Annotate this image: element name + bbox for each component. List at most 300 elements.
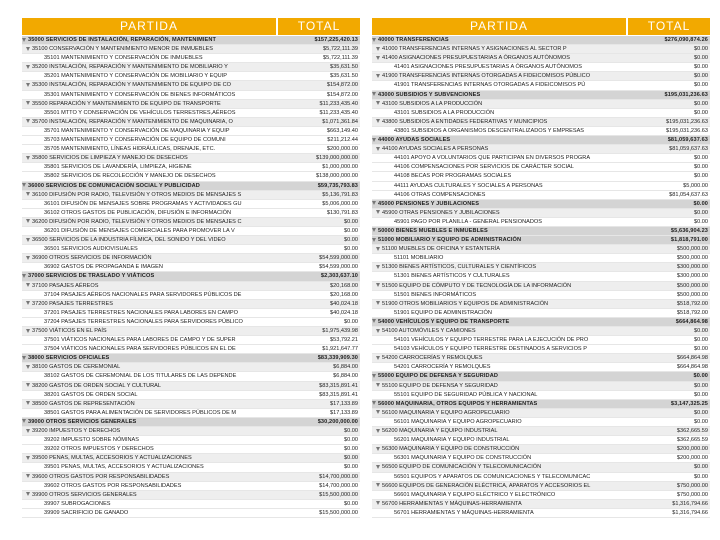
total-value: $0.00	[344, 464, 358, 471]
total-value: $0.00	[344, 227, 358, 234]
left-table-row[interactable]	[22, 363, 360, 372]
left-table-row	[22, 245, 360, 254]
total-value: $200,000.00	[326, 146, 358, 153]
right-table-row[interactable]	[372, 72, 710, 81]
total-value: $35,631.50	[330, 73, 358, 80]
total-value: $0.00	[344, 428, 358, 435]
partida-label	[22, 463, 276, 471]
total-value: $6,884.00	[333, 373, 358, 380]
expand-triangle-icon[interactable]	[376, 210, 380, 214]
left-table-row[interactable]	[22, 454, 360, 463]
expand-triangle-icon[interactable]	[26, 256, 30, 260]
expand-triangle-icon[interactable]	[26, 283, 30, 287]
partida-label	[372, 254, 626, 262]
right-table-row[interactable]	[372, 372, 710, 381]
partida-text: 37104 PASAJES AÉREOS NACIONALES PARA SERVIDORES PÚBLICOS DE	[44, 291, 242, 298]
right-table-row[interactable]	[372, 227, 710, 236]
partida-label	[372, 154, 626, 162]
left-table-row[interactable]	[22, 327, 360, 336]
partida-label	[372, 354, 626, 362]
partida-label	[372, 145, 626, 153]
partida-text: 56500 EQUIPO DE COMUNICACIÓN Y TELECOMUNICACIÓN	[382, 464, 542, 471]
partida-text: 39200 IMPUESTOS Y DERECHOS	[32, 428, 121, 435]
total-value: $500,000.00	[676, 246, 708, 253]
partida-text: 38500 GASTOS DE REPRESENTACIÓN	[32, 400, 135, 407]
total-value: $59,735,793.83	[317, 182, 358, 189]
partida-label	[372, 500, 626, 508]
partida-text: 35300 INSTALACIÓN, REPARACIÓN Y MANTENIMIENTO DE EQUIPO DE CO	[32, 82, 232, 89]
partida-text: 36000 SERVICIOS DE COMUNICACIÓN SOCIAL Y PUBLICIDAD	[28, 182, 200, 189]
expand-triangle-icon[interactable]	[26, 456, 30, 460]
right-table-row	[372, 309, 710, 318]
partida-text: 51101 MOBILIARIO	[394, 255, 444, 262]
left-table-row[interactable]	[22, 182, 360, 191]
partida-text: 50000 BIENES MUEBLES E INMUEBLES	[378, 227, 488, 234]
left-table-row	[22, 209, 360, 218]
partida-text: 41900 TRANSFERENCIAS INTERNAS OTORGADAS A FIDEICOMISOS PÚBLICO	[382, 73, 591, 80]
partida-label	[372, 109, 626, 117]
total-value: $15,500,000.00	[319, 509, 358, 516]
expand-triangle-icon[interactable]	[22, 274, 26, 278]
partida-text: 35703 MANTENIMIENTO Y CONSERVACIÓN DE EQUIPO DE COMUNI	[44, 137, 226, 144]
right-table-row[interactable]	[372, 136, 710, 145]
total-value: $518,792.00	[676, 300, 708, 307]
partida-label	[372, 191, 626, 199]
total-value: $2,303,637.10	[320, 273, 358, 280]
right-table-row[interactable]	[372, 354, 710, 363]
right-table-row[interactable]	[372, 263, 710, 272]
partida-label	[372, 272, 626, 280]
partida-text: 51300 BIENES ARTÍSTICOS, CULTURALES Y CIENTÍFICOS	[382, 264, 537, 271]
partida-text: 43101 SUBSIDIOS A LA PRODUCCIÓN	[394, 109, 495, 116]
partida-label	[22, 336, 276, 344]
partida-label	[22, 54, 276, 62]
left-table-row	[22, 336, 360, 345]
total-value: $500,000.00	[676, 282, 708, 289]
expand-triangle-icon[interactable]	[26, 301, 30, 305]
partida-label	[372, 100, 626, 108]
partida-text: 41400 ASIGNACIONES PRESUPUESTARIAS A ÓRGANOS AUTÓNOMOS	[382, 55, 570, 62]
expand-triangle-icon[interactable]	[26, 119, 30, 123]
partida-label	[22, 191, 276, 199]
right-table-row[interactable]	[372, 145, 710, 154]
expand-triangle-icon[interactable]	[26, 329, 30, 333]
total-value: $0.00	[694, 55, 708, 62]
right-table-row[interactable]	[372, 300, 710, 309]
partida-label	[372, 436, 626, 444]
expand-triangle-icon[interactable]	[26, 101, 30, 105]
partida-label	[372, 318, 626, 326]
expand-triangle-icon[interactable]	[376, 56, 380, 60]
partida-text: 44106 OTRAS COMPENSACIONES	[394, 191, 486, 198]
expand-triangle-icon[interactable]	[26, 192, 30, 196]
left-table-row[interactable]	[22, 400, 360, 409]
total-value: $750,000.00	[676, 491, 708, 498]
partida-text: 51100 MUEBLES DE OFICINA Y ESTANTERÍA	[382, 246, 501, 253]
left-table-row[interactable]	[22, 81, 360, 90]
left-table-row[interactable]	[22, 118, 360, 127]
right-table-row[interactable]	[372, 318, 710, 327]
partida-text: 36902 GASTOS DE PROPAGANDA E IMAGEN	[44, 264, 163, 271]
total-value: $35,631.50	[330, 64, 358, 71]
right-table-body	[372, 36, 710, 518]
expand-triangle-icon[interactable]	[376, 447, 380, 451]
partida-text: 39602 OTROS GASTOS POR RESPONSABILIDADES	[44, 482, 182, 489]
left-table-row[interactable]	[22, 491, 360, 500]
expand-triangle-icon[interactable]	[376, 119, 380, 123]
expand-triangle-icon[interactable]	[376, 501, 380, 505]
total-value: $5,136,791.83	[322, 191, 358, 198]
left-table-row[interactable]	[22, 45, 360, 54]
right-table-row	[372, 182, 710, 191]
expand-triangle-icon[interactable]	[26, 474, 30, 478]
partida-text: 44108 BECAS POR PROGRAMAS SOCIALES	[394, 173, 512, 180]
right-table-row[interactable]	[372, 427, 710, 436]
total-value: $0.00	[694, 346, 708, 353]
expand-triangle-icon[interactable]	[26, 156, 30, 160]
left-table-row	[22, 291, 360, 300]
left-table-row[interactable]	[22, 473, 360, 482]
total-value: $20,168.00	[330, 282, 358, 289]
total-value: $54,599,000.00	[319, 255, 358, 262]
partida-text: 39909 SACRIFICIO DE GANADO	[44, 509, 129, 516]
expand-triangle-icon[interactable]	[372, 228, 376, 232]
partida-label	[372, 400, 626, 408]
expand-triangle-icon[interactable]	[372, 92, 376, 96]
partida-text: 38501 GASTOS PARA ALIMENTACIÓN DE SERVIDORES PÚBLICOS DE M	[44, 409, 237, 416]
partida-text: 44000 AYUDAS SOCIALES	[378, 137, 451, 144]
expand-triangle-icon[interactable]	[376, 429, 380, 433]
total-value: $3,147,325.25	[670, 400, 708, 407]
partida-label	[372, 309, 626, 317]
right-table-row[interactable]	[372, 245, 710, 254]
left-table-row[interactable]	[22, 100, 360, 109]
expand-triangle-icon[interactable]	[376, 356, 380, 360]
partida-text: 39500 PENAS, MULTAS, ACCESORIOS Y ACTUALIZACIONES	[32, 455, 192, 462]
total-value: $0.00	[694, 409, 708, 416]
right-table-row[interactable]	[372, 91, 710, 100]
expand-triangle-icon[interactable]	[376, 465, 380, 469]
partida-text: 35100 CONSERVACIÓN Y MANTENIMIENTO MENOR DE INMUEBLES	[32, 46, 214, 53]
total-value: $5,000.00	[683, 182, 708, 189]
partida-text: 56100 MAQUINARIA Y EQUIPO AGROPECUARIO	[382, 409, 510, 416]
expand-triangle-icon[interactable]	[376, 410, 380, 414]
right-table-row	[372, 363, 710, 372]
partida-label	[22, 382, 276, 390]
partida-text: 56600 EQUIPOS DE GENERACIÓN ELÉCTRICA, APARATOS Y ACCESORIOS EL	[382, 482, 591, 489]
partida-label	[372, 509, 626, 517]
partida-label	[22, 218, 276, 226]
partida-text: 35701 MANTENIMIENTO Y CONSERVACIÓN DE MAQUINARIA Y EQUIP	[44, 127, 230, 134]
total-value: $139,000,000.00	[316, 155, 358, 162]
expand-triangle-icon[interactable]	[26, 238, 30, 242]
left-table-row	[22, 200, 360, 209]
total-value: $17,133.89	[330, 409, 358, 416]
partida-text: 35802 SERVICIOS DE RECOLECCIÓN Y MANEJO DE DESECHOS	[44, 173, 216, 180]
right-table-row	[372, 454, 710, 463]
partida-label	[22, 91, 276, 99]
total-value: $6,884.00	[333, 364, 358, 371]
expand-triangle-icon[interactable]	[376, 383, 380, 387]
partida-text: 35201 MANTENIMIENTO Y CONSERVACIÓN DE MOBILIARIO Y EQUIP	[44, 73, 227, 80]
partida-label	[22, 372, 276, 380]
total-value: $0.00	[694, 391, 708, 398]
right-table-row[interactable]	[372, 54, 710, 63]
total-value: $5,722,111.39	[323, 55, 358, 62]
right-table-row[interactable]	[372, 45, 710, 54]
expand-triangle-icon[interactable]	[376, 247, 380, 251]
right-table-row[interactable]	[372, 209, 710, 218]
expand-triangle-icon[interactable]	[26, 365, 30, 369]
left-table-header	[22, 18, 360, 35]
total-value: $518,792.00	[676, 309, 708, 316]
partida-text: 44101 APOYO A VOLUNTARIOS QUE PARTICIPAN EN DIVERSOS PROGRA	[394, 155, 591, 162]
partida-label	[372, 163, 626, 171]
right-table-row[interactable]	[372, 36, 710, 45]
left-table-row	[22, 463, 360, 472]
total-value: $276,090,874.26	[664, 37, 708, 43]
right-table-row[interactable]	[372, 445, 710, 454]
expand-triangle-icon[interactable]	[376, 301, 380, 305]
left-table-row	[22, 172, 360, 181]
partida-label	[22, 291, 276, 299]
left-table-row	[22, 318, 360, 327]
partida-label	[22, 127, 276, 135]
partida-text: 35700 INSTALACIÓN, REPARACIÓN Y MANTENIMIENTO DE MAQUINARIA, O	[32, 118, 233, 125]
expand-triangle-icon[interactable]	[26, 383, 30, 387]
total-value: $362,665.59	[676, 437, 708, 444]
partida-text: 41000 TRANSFERENCIAS INTERNAS Y ASIGNACIONES AL SECTOR P	[382, 46, 567, 53]
total-value: $0.00	[694, 155, 708, 162]
partida-text: 51000 MOBILIARIO Y EQUIPO DE ADMINISTRACIÓN	[378, 237, 522, 244]
partida-label	[22, 81, 276, 89]
partida-label	[22, 436, 276, 444]
partida-text: 38000 SERVICIOS OFICIALES	[28, 355, 110, 362]
left-table-row	[22, 391, 360, 400]
expand-triangle-icon[interactable]	[22, 419, 26, 423]
left-table-row	[22, 72, 360, 81]
partida-label	[372, 127, 626, 135]
partida-text: 38200 GASTOS DE ORDEN SOCIAL Y CULTURAL	[32, 382, 162, 389]
partida-text: 51900 OTROS MOBILIARIOS Y EQUIPOS DE ADMINISTRACIÓN	[382, 300, 549, 307]
partida-text: 38100 GASTOS DE CEREMONIAL	[32, 364, 121, 371]
total-value: $0.00	[694, 464, 708, 471]
left-table-row[interactable]	[22, 191, 360, 200]
right-table-row[interactable]	[372, 400, 710, 409]
total-value: $0.00	[693, 200, 708, 207]
right-table-row[interactable]	[372, 382, 710, 391]
partida-label	[372, 336, 626, 344]
total-value: $200,000.00	[676, 446, 708, 453]
total-value: $0.00	[694, 109, 708, 116]
right-table-row[interactable]	[372, 409, 710, 418]
partida-label	[22, 227, 276, 235]
expand-triangle-icon[interactable]	[372, 238, 376, 242]
total-value: $0.00	[344, 218, 358, 225]
partida-label	[22, 363, 276, 371]
partida-label	[372, 218, 626, 226]
right-table-row[interactable]	[372, 118, 710, 127]
right-table-row[interactable]	[372, 236, 710, 245]
expand-triangle-icon[interactable]	[372, 138, 376, 142]
total-value: $663,149.40	[326, 127, 358, 134]
partida-text: 37204 PASAJES TERRESTRES NACIONALES PARA SERVIDORES PÚBLICO	[44, 318, 243, 325]
right-table-row	[372, 191, 710, 200]
right-table-row	[372, 218, 710, 227]
partida-text: 36101 DIFUSIÓN DE MENSAJES SOBRE PROGRAMAS Y ACTIVIDADES GU	[44, 200, 242, 207]
partida-text: 41901 TRANSFERENCIAS INTERNAS OTORGADAS A FIDEICOMISOS PÚ	[394, 82, 586, 89]
partida-text: 36100 DIFUSIÓN POR RADIO, TELEVISIÓN Y OTROS MEDIOS DE MENSAJES S	[32, 191, 242, 198]
left-table-row	[22, 445, 360, 454]
total-value: $0.00	[344, 500, 358, 507]
partida-label	[372, 263, 626, 271]
expand-triangle-icon[interactable]	[376, 329, 380, 333]
partida-label	[22, 245, 276, 253]
partida-label	[372, 91, 626, 99]
right-table-row[interactable]	[372, 500, 710, 509]
total-value: $0.00	[694, 73, 708, 80]
expand-triangle-icon[interactable]	[26, 429, 30, 433]
partida-label	[22, 36, 276, 44]
expand-triangle-icon[interactable]	[376, 147, 380, 151]
partida-label	[22, 427, 276, 435]
total-value: $0.00	[344, 455, 358, 462]
partida-text: 54101 VEHÍCULOS Y EQUIPO TERRESTRE PARA LA EJECUCIÓN DE PRO	[394, 337, 589, 344]
partida-text: 35301 MANTENIMIENTO Y CONSERVACIÓN DE BIENES INFORMÁTICOS	[44, 91, 236, 98]
partida-text: 35500 REPARACIÓN Y MANTENIMIENTO DE EQUIPO DE TRANSPORTE	[32, 100, 221, 107]
partida-text: 51500 EQUIPO DE CÓMPUTO Y DE TECNOLOGÍA DE LA INFORMACIÓN	[382, 282, 572, 289]
expand-triangle-icon[interactable]	[376, 47, 380, 51]
expand-triangle-icon[interactable]	[376, 101, 380, 105]
right-table-row[interactable]	[372, 282, 710, 291]
left-table-row[interactable]	[22, 427, 360, 436]
partida-label	[372, 36, 626, 44]
expand-triangle-icon[interactable]	[372, 401, 376, 405]
expand-triangle-icon[interactable]	[372, 201, 376, 205]
total-value: $750,000.00	[676, 482, 708, 489]
total-value: $1,071,361.84	[322, 118, 358, 125]
right-table-row[interactable]	[372, 200, 710, 209]
total-value: $53,792.21	[330, 337, 358, 344]
total-value: $0.00	[694, 418, 708, 425]
expand-triangle-icon[interactable]	[22, 183, 26, 187]
partida-label	[22, 391, 276, 399]
partida-label	[22, 172, 276, 180]
left-table-row[interactable]	[22, 254, 360, 263]
total-value: $0.00	[694, 173, 708, 180]
partida-label	[372, 300, 626, 308]
partida-text: 45900 OTRAS PENSIONES Y JUBILACIONES	[382, 209, 500, 216]
partida-label	[372, 482, 626, 490]
expand-triangle-icon[interactable]	[372, 38, 376, 42]
total-value: $211,212.44	[327, 137, 358, 144]
expand-triangle-icon[interactable]	[26, 65, 30, 69]
total-value: $0.00	[694, 164, 708, 171]
left-table-row[interactable]	[22, 418, 360, 427]
left-budget-table	[22, 18, 360, 538]
left-table-row[interactable]	[22, 236, 360, 245]
expand-triangle-icon[interactable]	[376, 74, 380, 78]
left-table-row	[22, 372, 360, 381]
left-table-row[interactable]	[22, 272, 360, 281]
total-value: $138,000,000.00	[316, 173, 358, 180]
left-table-row[interactable]	[22, 36, 360, 45]
right-budget-table	[372, 18, 710, 538]
right-table-row[interactable]	[372, 482, 710, 491]
partida-label	[22, 309, 276, 317]
expand-triangle-icon[interactable]	[376, 483, 380, 487]
total-value: $0.00	[344, 237, 358, 244]
partida-text: 35801 SERVICIOS DE LAVANDERÍA, LIMPIEZA, HIGIENE	[44, 164, 192, 171]
partida-label	[372, 72, 626, 80]
expand-triangle-icon[interactable]	[22, 356, 26, 360]
partida-label	[22, 72, 276, 80]
partida-label	[372, 463, 626, 471]
partida-text: 39501 PENAS, MULTAS, ACCESORIOS Y ACTUALIZACIONES	[44, 464, 204, 471]
right-table-header	[372, 18, 710, 35]
total-value: $15,500,000.00	[319, 491, 358, 498]
partida-text: 56601 MAQUINARIA Y EQUIPO ELÉCTRICO Y ELECTRÓNICO	[394, 491, 556, 498]
expand-triangle-icon[interactable]	[22, 38, 26, 42]
partida-text: 43800 SUBSIDIOS A ENTIDADES FEDERATIVAS Y MUNICIPIOS	[382, 118, 548, 125]
left-table-row[interactable]	[22, 382, 360, 391]
right-table-row	[372, 473, 710, 482]
expand-triangle-icon[interactable]	[26, 219, 30, 223]
total-value: $0.00	[694, 209, 708, 216]
total-value: $81,059,637.63	[669, 146, 708, 153]
expand-triangle-icon[interactable]	[26, 492, 30, 496]
total-value: $1,316,794.66	[672, 509, 708, 516]
total-value: $0.00	[694, 382, 708, 389]
left-table-row[interactable]	[22, 218, 360, 227]
right-table-row[interactable]	[372, 463, 710, 472]
expand-triangle-icon[interactable]	[372, 319, 376, 323]
right-table-row[interactable]	[372, 327, 710, 336]
expand-triangle-icon[interactable]	[26, 47, 30, 51]
left-table-row[interactable]	[22, 63, 360, 72]
left-table-row	[22, 227, 360, 236]
left-table-row	[22, 436, 360, 445]
total-value: $14,700,000.00	[319, 473, 358, 480]
expand-triangle-icon[interactable]	[376, 283, 380, 287]
expand-triangle-icon[interactable]	[376, 265, 380, 269]
total-value: $40,024.18	[330, 309, 358, 316]
partida-label	[22, 136, 276, 144]
partida-label	[22, 509, 276, 517]
right-table-row	[372, 291, 710, 300]
partida-text: 51501 BIENES INFORMÁTICOS	[394, 291, 477, 298]
total-value: $17,133.89	[330, 400, 358, 407]
left-table-row[interactable]	[22, 282, 360, 291]
expand-triangle-icon[interactable]	[26, 83, 30, 87]
partida-label	[22, 254, 276, 262]
total-value: $11,233,435.40	[319, 109, 358, 116]
right-table-row	[372, 272, 710, 281]
partida-text: 51901 EQUIPO DE ADMINISTRACIÓN	[394, 309, 492, 316]
right-table-row[interactable]	[372, 100, 710, 109]
partida-label	[372, 63, 626, 71]
partida-text: 55000 EQUIPO DE DEFENSA Y SEGURIDAD	[378, 373, 498, 380]
expand-triangle-icon[interactable]	[372, 374, 376, 378]
left-table-row[interactable]	[22, 154, 360, 163]
right-table-row	[372, 391, 710, 400]
left-table-row[interactable]	[22, 300, 360, 309]
partida-label	[372, 382, 626, 390]
total-value: $0.00	[344, 246, 358, 253]
partida-label	[22, 263, 276, 271]
expand-triangle-icon[interactable]	[26, 401, 30, 405]
left-table-row[interactable]	[22, 354, 360, 363]
